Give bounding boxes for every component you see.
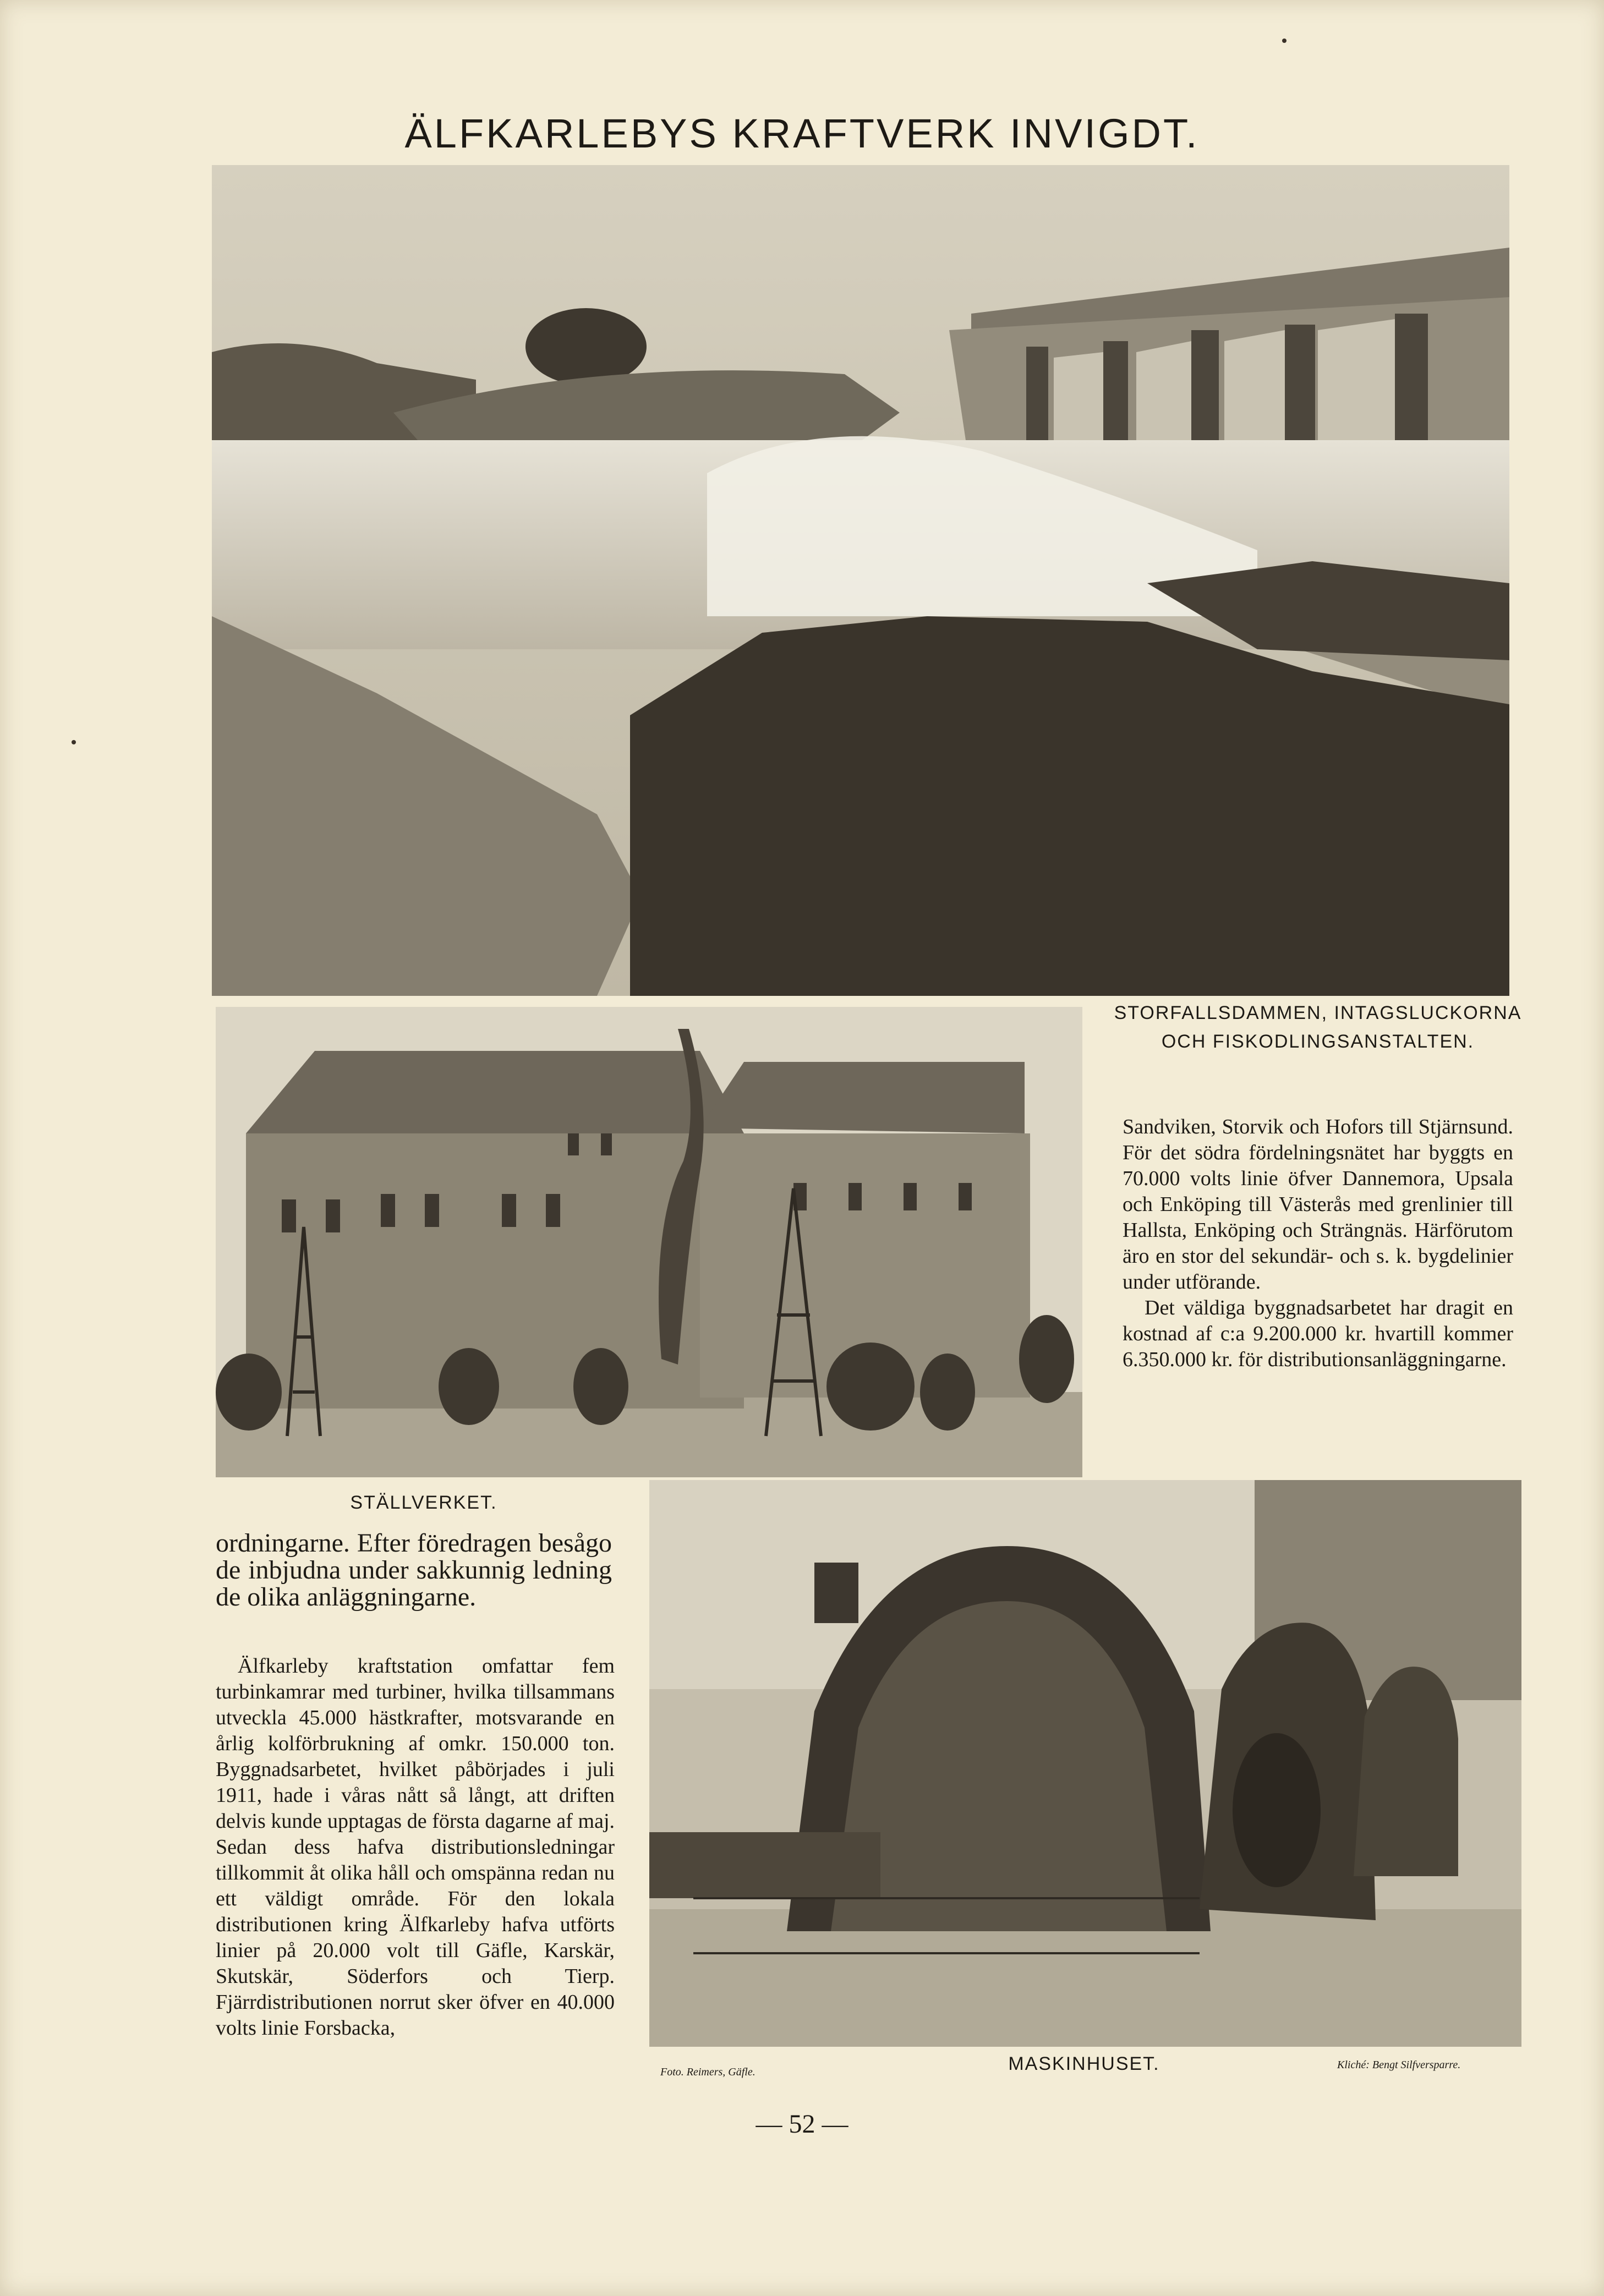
article-column-left bbox=[216, 1653, 615, 2041]
cliche-credit: Kliché: Bengt Silfversparre. bbox=[1337, 2059, 1461, 2071]
article-paragraph: Sandviken, Storvik och Hofors till Stjärnsund. För det södra fördelningsnätet har byggts en 70.000 volts linie öfver Dannemora, Upsala och Enköping till Västerås med grenlinier till Hallsta, Enköping och Strängnäs. Härförutom äro en stor del sekundär- och s. k. bygdelinier under utförande. bbox=[1123, 1115, 1513, 1294]
dam-caption: STORFALLSDAMMEN, INTAGSLUCKORNA OCH FISKODLINGSANSTALTEN. bbox=[1114, 1002, 1522, 1052]
article-paragraph: Det väldiga byggnadsarbetet har dragit en kostnad af c:a 9.200.000 kr. hvartill kommer 6.350.000 kr. för distributionsanläggningarne. bbox=[1123, 1296, 1513, 1371]
maskinhuset-photo bbox=[649, 1480, 1521, 2047]
print-speck bbox=[72, 740, 76, 744]
photo-credit: Foto. Reimers, Gäfle. bbox=[660, 2066, 756, 2078]
stallverket-photo bbox=[216, 1007, 1082, 1477]
print-speck bbox=[1282, 39, 1287, 43]
dam-photo bbox=[212, 165, 1509, 996]
article-column-right bbox=[1123, 1114, 1513, 1373]
page-number: — 52 — bbox=[756, 2109, 848, 2139]
maskinhuset-caption: MASKINHUSET. bbox=[1008, 2053, 1160, 2074]
page-title: ÄLFKARLEBYS KRAFTVERK INVIGDT. bbox=[404, 110, 1200, 156]
article-paragraph: Älfkarleby kraftstation omfattar fem turbinkamrar med turbiner, hvilka tillsammans utveckla 45.000 hästkrafter, motsvarande en årlig kolförbrukning af omkr. 150.000 ton. Byggnadsarbetet, hvilket påbörjades i juli 1911, hade i våras nått så långt, att driften delvis kunde upptagas de första dagarne af maj. Sedan dess hafva distributionsledningar tillkommit åt olika håll och omspänna redan nu ett väldigt område. För den lokala distributionen kring Älfkarleby hafva utförts linier på 20.000 volt till Gäfle, Karskär, Skutskär, Söderfors och Tierp. Fjärrdistributionen norrut sker öfver en 40.000 volts linie Forsbacka, bbox=[216, 1654, 615, 2040]
article-lead: ordningarne. Efter föredragen besågo de inbjudna under sakkunnig ledning de olika anläggningarne. bbox=[216, 1528, 612, 1612]
stallverket-caption: STÄLLVERKET. bbox=[350, 1492, 497, 1513]
